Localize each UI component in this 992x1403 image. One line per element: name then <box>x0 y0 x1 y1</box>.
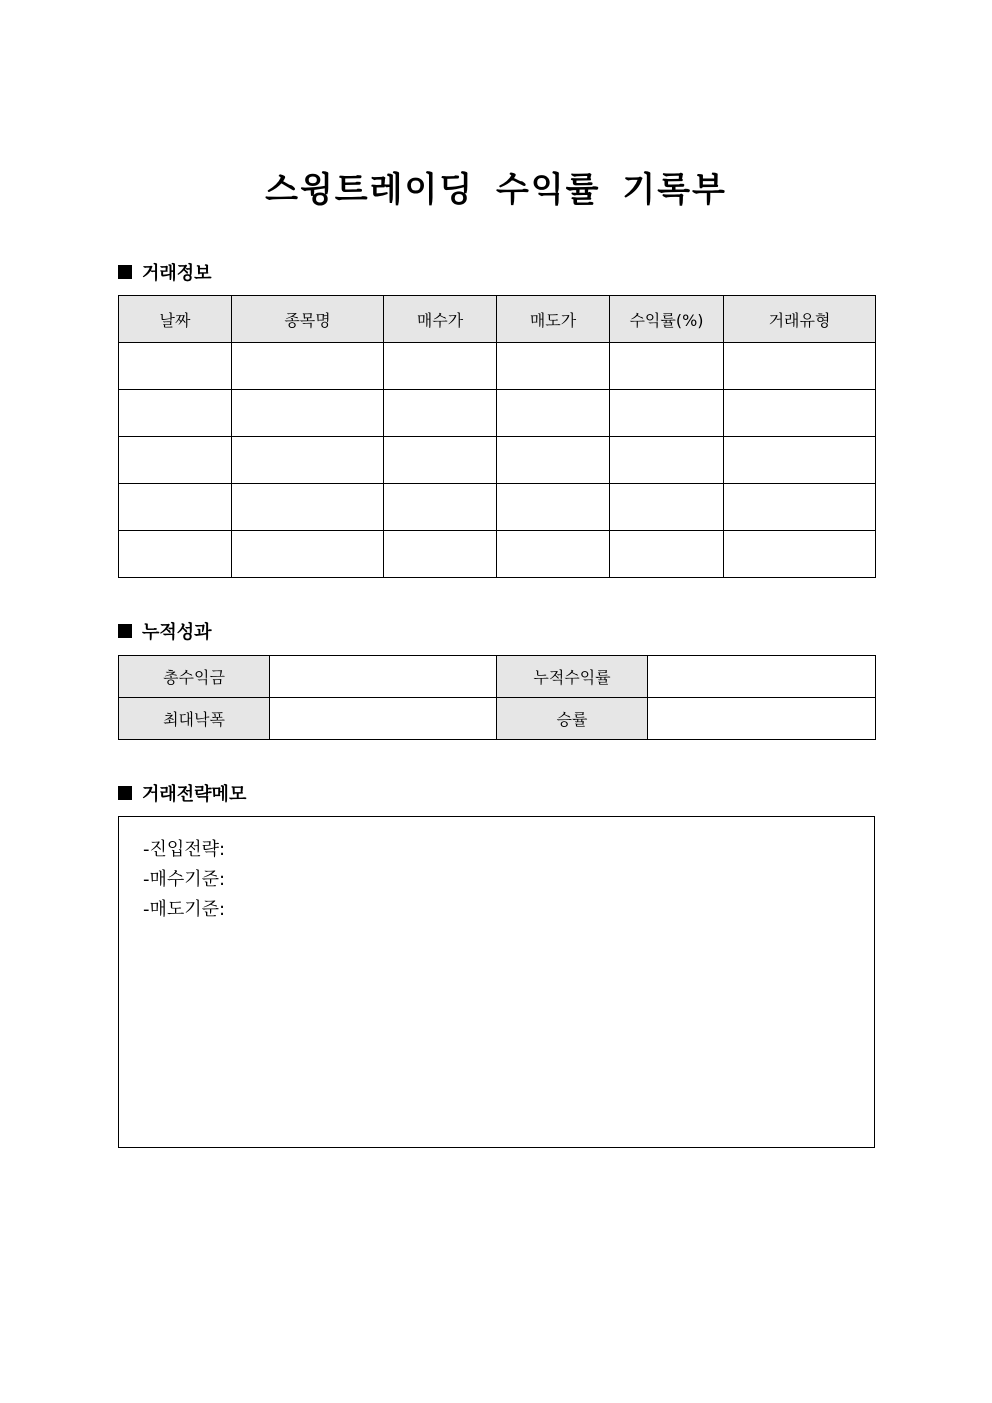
square-bullet-icon <box>118 265 132 279</box>
table-cell[interactable] <box>232 437 384 484</box>
win-rate-field[interactable] <box>648 698 876 740</box>
table-cell[interactable] <box>497 343 610 390</box>
table-cell[interactable] <box>724 437 876 484</box>
table-row <box>119 531 876 578</box>
table-cell[interactable] <box>610 343 724 390</box>
memo-line-sell-criteria: -매도기준: <box>143 899 226 920</box>
section-heading-strategy-memo <box>118 780 246 806</box>
table-cell[interactable] <box>497 484 610 531</box>
square-bullet-icon <box>118 624 132 638</box>
table-cell[interactable] <box>119 484 232 531</box>
table-cell[interactable] <box>119 437 232 484</box>
column-header-trade-type: 거래유형 <box>724 296 876 343</box>
table-cell[interactable] <box>610 437 724 484</box>
cumulative-return-label: 누적수익률 <box>497 656 648 698</box>
column-header-sell-price: 매도가 <box>497 296 610 343</box>
table-cell[interactable] <box>497 390 610 437</box>
table-cell[interactable] <box>724 343 876 390</box>
table-cell[interactable] <box>497 531 610 578</box>
table-row <box>119 390 876 437</box>
table-cell[interactable] <box>724 390 876 437</box>
table-cell[interactable] <box>119 390 232 437</box>
table-cell[interactable] <box>384 484 497 531</box>
total-profit-field[interactable] <box>270 656 497 698</box>
memo-line-entry-strategy: -진입전략: <box>143 839 226 860</box>
table-cell[interactable] <box>232 531 384 578</box>
table-cell[interactable] <box>119 343 232 390</box>
max-drawdown-field[interactable] <box>270 698 497 740</box>
section-heading-label: 거래정보 <box>142 263 212 284</box>
table-cell[interactable] <box>497 437 610 484</box>
table-header-row <box>119 296 876 343</box>
table-row <box>119 484 876 531</box>
table-row <box>119 656 876 698</box>
table-cell[interactable] <box>610 390 724 437</box>
performance-table <box>118 655 876 740</box>
trade-info-table <box>118 295 876 578</box>
memo-line-buy-criteria: -매수기준: <box>143 869 226 890</box>
table-cell[interactable] <box>384 343 497 390</box>
section-heading-trade-info <box>118 259 212 285</box>
table-cell[interactable] <box>119 531 232 578</box>
table-row <box>119 698 876 740</box>
column-header-buy-price: 매수가 <box>384 296 497 343</box>
memo-lines <box>143 835 225 925</box>
cumulative-return-field[interactable] <box>648 656 876 698</box>
table-cell[interactable] <box>724 484 876 531</box>
total-profit-label: 총수익금 <box>119 656 270 698</box>
table-row <box>119 437 876 484</box>
table-cell[interactable] <box>232 390 384 437</box>
section-heading-label: 거래전략메모 <box>142 784 247 805</box>
table-cell[interactable] <box>724 531 876 578</box>
max-drawdown-label: 최대낙폭 <box>119 698 270 740</box>
column-header-stock-name: 종목명 <box>232 296 384 343</box>
page-title: 스윙트레이딩 수익률 기록부 <box>265 170 727 210</box>
table-cell[interactable] <box>384 437 497 484</box>
table-cell[interactable] <box>384 531 497 578</box>
table-cell[interactable] <box>610 484 724 531</box>
win-rate-label: 승률 <box>497 698 648 740</box>
column-header-return: 수익률(%) <box>610 296 724 343</box>
column-header-date: 날짜 <box>119 296 232 343</box>
table-cell[interactable] <box>610 531 724 578</box>
section-heading-label: 누적성과 <box>142 622 212 643</box>
square-bullet-icon <box>118 786 132 800</box>
strategy-memo-box[interactable] <box>118 816 875 1148</box>
section-heading-performance <box>118 618 212 644</box>
table-cell[interactable] <box>384 390 497 437</box>
table-cell[interactable] <box>232 484 384 531</box>
table-row <box>119 343 876 390</box>
table-cell[interactable] <box>232 343 384 390</box>
